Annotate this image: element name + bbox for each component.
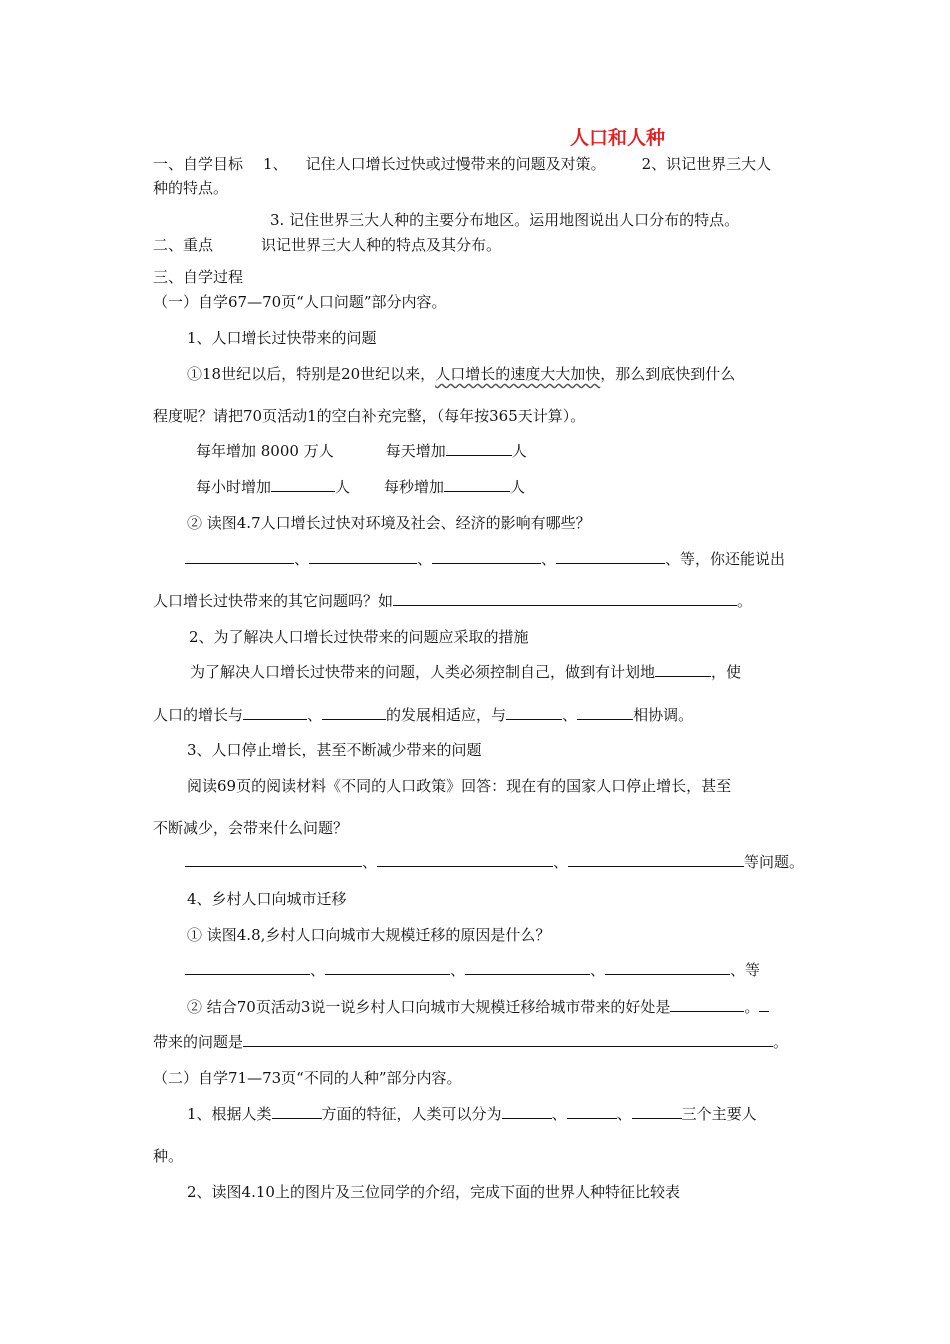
process-heading: 三、自学过程 [153,268,244,286]
separator: 、 [562,706,578,724]
separator: 、 [551,1105,567,1123]
decline-blank-3[interactable] [568,852,744,867]
item-3-question-line-1: 阅读69页的阅读材料《不同的人口政策》回答：现在有的国家人口停止增长，甚至 [187,777,732,795]
measures-text-a: 为了解决人口增长过快带来的问题，人类必须控制自己，做到有计划地 [190,663,656,681]
period: 。 [744,998,760,1016]
key-points-heading: 二、重点 [153,236,214,254]
separator: 、 [590,961,606,979]
item-2-heading: 2、为了解决人口增长过快带来的问题应采取的措施 [189,628,529,646]
decline-blank-2[interactable] [377,852,553,867]
race-blank-1[interactable] [502,1104,552,1119]
reason-blank-4[interactable] [605,960,730,975]
migration-question-2 [187,997,769,1017]
race-blank-2[interactable] [567,1104,617,1119]
measures-text-c: 人口的增长与 [153,706,244,724]
migration-problems-line [153,1032,788,1052]
reason-blank-2[interactable] [325,960,450,975]
key-points-text: 识记世界三大人种的特点及其分布。 [261,236,502,254]
separator: 、 [362,853,378,871]
impact-blank-2[interactable] [309,549,417,564]
goal-1-text: 记住人口增长过快或过慢带来的问题及对策。 [305,155,606,173]
separator: 、 [417,550,433,568]
per-hour-label: 每小时增加 [196,478,272,496]
decline-text-end: 等问题。 [744,853,805,871]
trailing-rule [759,997,769,1012]
separator: 、 [553,853,569,871]
q1-text-a: ①18世纪以后，特别是20世纪以来， [187,365,436,383]
race-text-b: 方面的特征，人类可以分为 [321,1105,502,1123]
separator: 、 [541,550,557,568]
measures-line-2 [153,705,693,725]
period: 。 [773,1033,789,1051]
q1-line-1 [187,364,735,384]
race-line-2: 种。 [153,1147,184,1165]
goal-2-text: 2、识记世界三大人 [641,155,772,173]
separator: 、 [450,961,466,979]
per-hour-unit: 人 [335,478,351,496]
measures-text-e: 相协调。 [633,706,694,724]
race-text-c: 三个主要人 [681,1105,757,1123]
q2-text: ② 读图4.7人口增长过快对环境及社会、经济的影响有哪些？ [187,514,591,532]
fill-row-1 [196,441,527,461]
separator: 、 [616,1105,632,1123]
separator: 、 [307,706,323,724]
measure-blank-5[interactable] [577,705,633,720]
key-points-line [153,235,501,255]
separator: 、 [294,550,310,568]
reason-blank-3[interactable] [465,960,590,975]
migration-blanks-line [185,960,760,980]
measures-line-1 [190,662,741,682]
separator: 、 [310,961,326,979]
q1-text-b: ，那么到底快到什么 [600,365,736,383]
item-4-heading: 4、乡村人口向城市迁移 [187,890,347,908]
race-feature-blank[interactable] [272,1104,322,1119]
race-text-a: 1、根据人类 [187,1105,272,1123]
measures-text-d: 的发展相适应，与 [386,706,507,724]
other-problems-blank[interactable] [393,591,737,606]
problems-blank[interactable] [243,1032,773,1047]
item-1-heading: 1、人口增长过快带来的问题 [187,329,377,347]
impact-blank-1[interactable] [185,549,294,564]
per-day-blank[interactable] [446,441,512,456]
decline-blank-1[interactable] [185,852,362,867]
q2-other-text: 人口增长过快带来的其它问题吗？如 [153,592,394,610]
race-line-1 [187,1104,757,1124]
race-blank-3[interactable] [632,1104,682,1119]
period: 。 [737,592,753,610]
goals-heading: 一、自学目标 [153,155,244,173]
migration-question-1: ① 读图4.8,乡村人口向城市大规模迁移的原因是什么？ [187,926,551,944]
per-hour-blank[interactable] [271,477,335,492]
problems-text: 带来的问题是 [153,1033,244,1051]
reason-text-end: 、等 [730,961,761,979]
per-second-label: 每秒增加 [384,478,445,496]
decline-blanks-line [185,852,804,872]
item-3-question-line-2: 不断减少，会带来什么问题？ [153,819,349,837]
measure-blank-3[interactable] [322,705,386,720]
goal-1-number: 1、 [263,155,288,173]
measures-text-b: ，使 [711,663,742,681]
q2-blanks-line [185,549,785,569]
measure-blank-4[interactable] [506,705,562,720]
page-title: 人口和人种 [570,127,666,149]
q2-text-end: 、等，你还能说出 [665,550,786,568]
benefit-blank[interactable] [670,997,744,1012]
per-second-blank[interactable] [444,477,510,492]
measure-blank-2[interactable] [243,705,307,720]
impact-blank-4[interactable] [556,549,665,564]
q1-emphasis: 人口增长的速度大大加快 [435,365,601,383]
per-day-unit: 人 [511,442,527,460]
impact-blank-3[interactable] [432,549,541,564]
benefit-question-text: ② 结合70页活动3说一说乡村人口向城市大规模迁移给城市带来的好处是 [187,998,671,1016]
q2-other-line [153,591,752,611]
reason-blank-1[interactable] [185,960,310,975]
goals-line-2: 种的特点。 [153,179,229,197]
per-second-unit: 人 [510,478,526,496]
per-day-label: 每天增加 [385,442,446,460]
measure-blank-1[interactable] [655,662,711,677]
item-3-heading: 3、人口停止增长，甚至不断减少带来的问题 [187,741,482,759]
per-year-text: 每年增加 8000 万人 [196,442,334,460]
goals-line-1 [153,154,771,174]
q1-line-2: 程度呢？请把70页活动1的空白补充完整，（每年按365天计算）。 [153,407,586,425]
fill-row-2 [196,477,525,497]
section-2-heading: （二）自学71—73页“不同的人种”部分内容。 [153,1069,462,1087]
goal-3-text: 3. 记住世界三大人种的主要分布地区。运用地图说出人口分布的特点。 [270,211,740,229]
section-1-heading: （一）自学67—70页“人口问题”部分内容。 [153,293,447,311]
race-table-instruction: 2、读图4.10上的图片及三位同学的介绍，完成下面的世界人种特征比较表 [187,1183,680,1201]
